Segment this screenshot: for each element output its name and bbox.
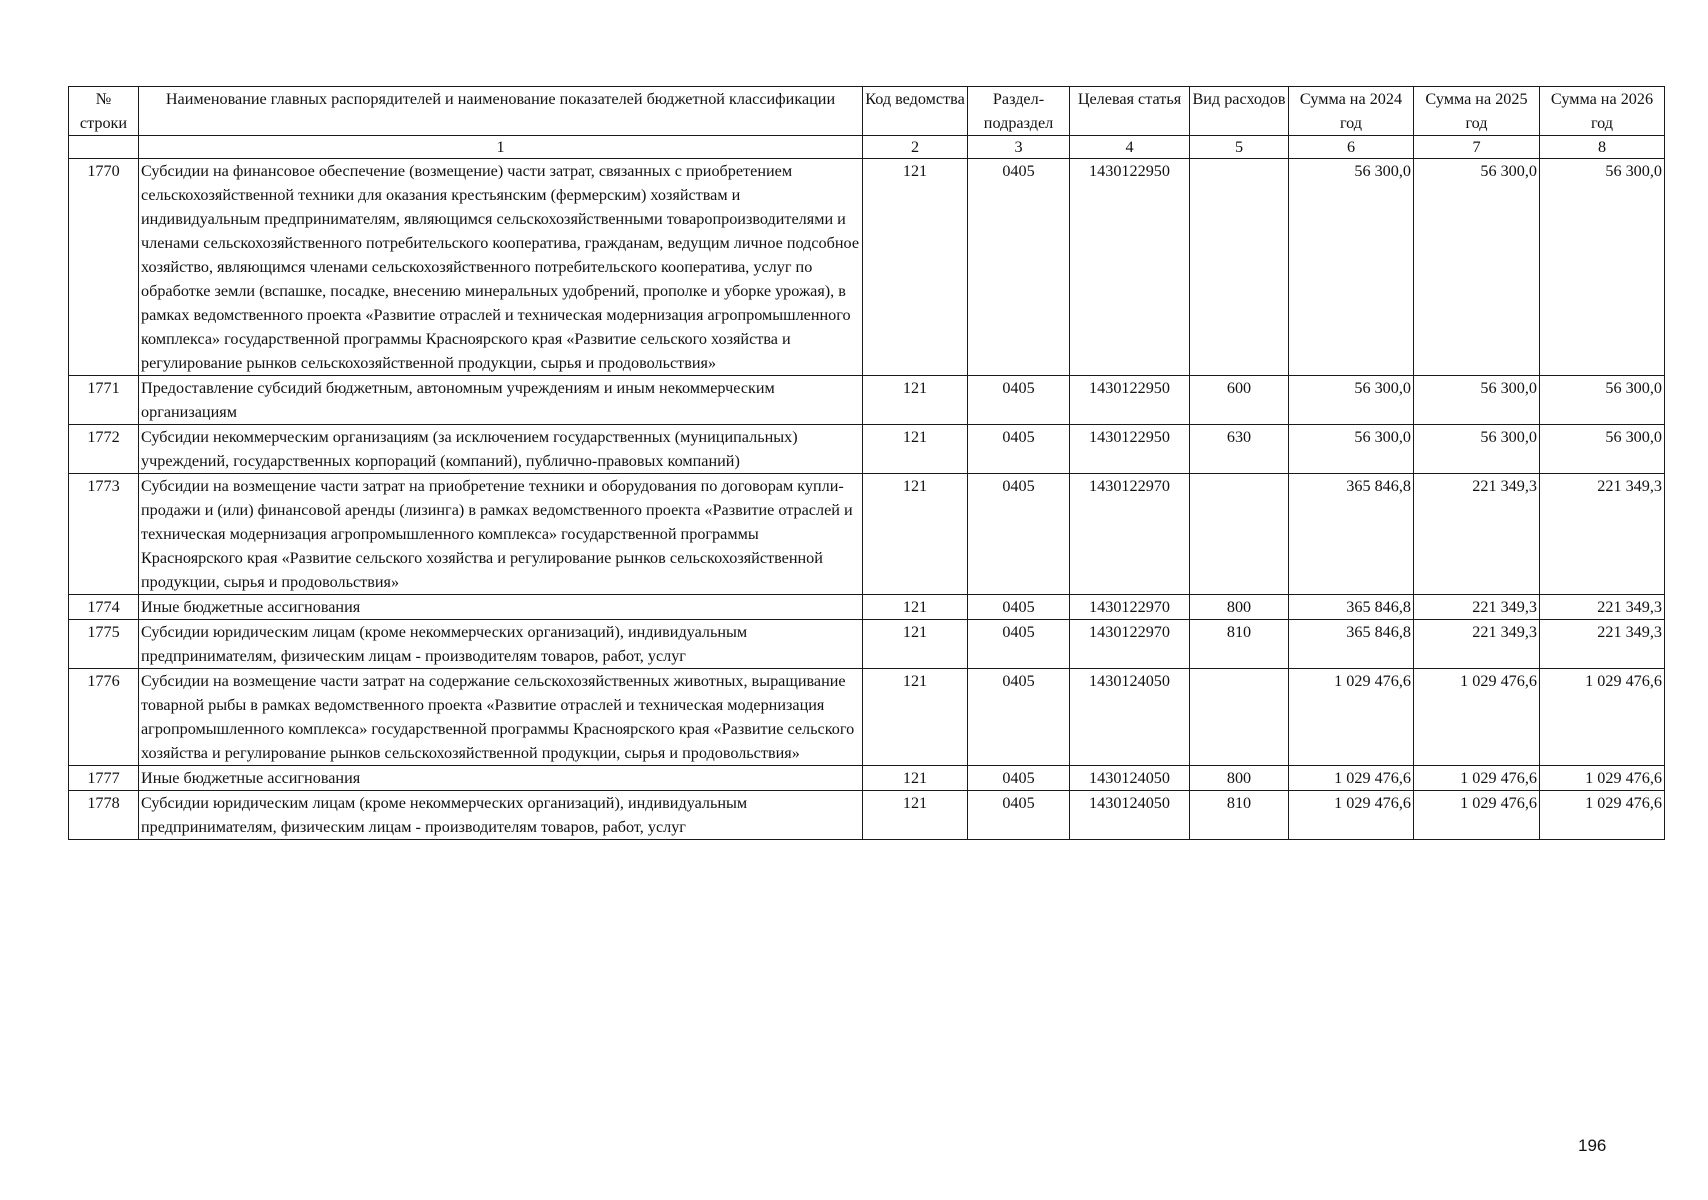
row-name: Субсидии на финансовое обеспечение (возмещение) части затрат, связанных с приобретением сельскохозяйственной техники для оказания крестьянским (фермерским) хозяйствам и индивидуальным предпринимателям, являющимся сельскохозяйственными товаропроизводителями и членами сельскохозяйственного потребительского кооператива, гражданам, ведущим личное подсобное хозяйство, являющимся членами сельскохозяйственного потребительского кооператива, услуг по обработке земли (вспашке, посадке, внесению минеральных удобрений, прополке и уборке урожая), в рамках ведомственного проекта «Развитие отраслей и техническая модернизация агропромышленного комплекса» государственной программы Красноярского края «Развитие сельского хозяйства и регулирование рынков сельскохозяйственной продукции, сырья и продовольствия» bbox=[139, 159, 863, 376]
row-number: 1777 bbox=[69, 766, 139, 791]
row-name: Субсидии юридическим лицам (кроме некоммерческих организаций), индивидуальным предпринимателям, физическим лицам - производителям товаров, работ, услуг bbox=[139, 620, 863, 669]
row-name: Субсидии некоммерческим организациям (за исключением государственных (муниципальных) учреждений, государственных корпораций (компаний), публично-правовых компаний) bbox=[139, 425, 863, 474]
row-razd: 0405 bbox=[968, 425, 1070, 474]
row-ved: 121 bbox=[863, 376, 968, 425]
row-sum-2025: 1 029 476,6 bbox=[1414, 766, 1540, 791]
row-number: 1772 bbox=[69, 425, 139, 474]
table-row bbox=[69, 595, 1665, 620]
row-cel: 1430122970 bbox=[1070, 474, 1190, 595]
column-number: 1 bbox=[139, 136, 863, 159]
header-sum-2026: Сумма на 2026 год bbox=[1540, 87, 1665, 136]
row-sum-2026: 1 029 476,6 bbox=[1540, 766, 1665, 791]
page-number: 196 bbox=[1578, 1136, 1607, 1155]
row-number: 1776 bbox=[69, 669, 139, 766]
row-sum-2026: 56 300,0 bbox=[1540, 376, 1665, 425]
column-number: 2 bbox=[863, 136, 968, 159]
row-sum-2024: 1 029 476,6 bbox=[1289, 766, 1414, 791]
row-sum-2026: 221 349,3 bbox=[1540, 595, 1665, 620]
row-vid: 800 bbox=[1190, 766, 1289, 791]
row-sum-2025: 56 300,0 bbox=[1414, 159, 1540, 376]
header-ved: Код ведомства bbox=[863, 87, 968, 136]
header-vid: Вид расходов bbox=[1190, 87, 1289, 136]
row-ved: 121 bbox=[863, 595, 968, 620]
row-name: Иные бюджетные ассигнования bbox=[139, 766, 863, 791]
row-sum-2024: 365 846,8 bbox=[1289, 620, 1414, 669]
row-vid: 810 bbox=[1190, 791, 1289, 840]
row-sum-2024: 365 846,8 bbox=[1289, 474, 1414, 595]
row-sum-2026: 1 029 476,6 bbox=[1540, 791, 1665, 840]
row-sum-2025: 1 029 476,6 bbox=[1414, 669, 1540, 766]
row-ved: 121 bbox=[863, 620, 968, 669]
row-number: 1773 bbox=[69, 474, 139, 595]
table-row bbox=[69, 766, 1665, 791]
header-sum-2024: Сумма на 2024 год bbox=[1289, 87, 1414, 136]
column-number-row bbox=[69, 136, 1665, 159]
row-ved: 121 bbox=[863, 791, 968, 840]
row-number: 1770 bbox=[69, 159, 139, 376]
row-ved: 121 bbox=[863, 474, 968, 595]
row-razd: 0405 bbox=[968, 669, 1070, 766]
table-row bbox=[69, 425, 1665, 474]
row-sum-2024: 1 029 476,6 bbox=[1289, 669, 1414, 766]
row-razd: 0405 bbox=[968, 474, 1070, 595]
row-name: Субсидии юридическим лицам (кроме некоммерческих организаций), индивидуальным предпринимателям, физическим лицам - производителям товаров, работ, услуг bbox=[139, 791, 863, 840]
row-ved: 121 bbox=[863, 425, 968, 474]
row-vid bbox=[1190, 474, 1289, 595]
row-razd: 0405 bbox=[968, 791, 1070, 840]
row-sum-2026: 1 029 476,6 bbox=[1540, 669, 1665, 766]
column-number: 7 bbox=[1414, 136, 1540, 159]
row-name: Субсидии на возмещение части затрат на приобретение техники и оборудования по договорам купли-продажи и (или) финансовой аренды (лизинга) в рамках ведомственного проекта «Развитие отраслей и техническая модернизация агропромышленного комплекса» государственной программы Красноярского края «Развитие сельского хозяйства и регулирование рынков сельскохозяйственной продукции, сырья и продовольствия» bbox=[139, 474, 863, 595]
column-number: 5 bbox=[1190, 136, 1289, 159]
row-name: Предоставление субсидий бюджетным, автономным учреждениям и иным некоммерческим организациям bbox=[139, 376, 863, 425]
row-vid bbox=[1190, 159, 1289, 376]
row-razd: 0405 bbox=[968, 159, 1070, 376]
table-row bbox=[69, 620, 1665, 669]
column-number bbox=[69, 136, 139, 159]
row-name: Субсидии на возмещение части затрат на содержание сельскохозяйственных животных, выращивание товарной рыбы в рамках ведомственного проекта «Развитие отраслей и техническая модернизация агропромышленного комплекса» государственной программы Красноярского края «Развитие сельского хозяйства и регулирование рынков сельскохозяйственной продукции, сырья и продовольствия» bbox=[139, 669, 863, 766]
row-sum-2025: 56 300,0 bbox=[1414, 376, 1540, 425]
row-cel: 1430122950 bbox=[1070, 425, 1190, 474]
row-sum-2025: 221 349,3 bbox=[1414, 620, 1540, 669]
row-vid bbox=[1190, 669, 1289, 766]
row-ved: 121 bbox=[863, 669, 968, 766]
row-number: 1771 bbox=[69, 376, 139, 425]
row-sum-2024: 365 846,8 bbox=[1289, 595, 1414, 620]
column-number: 4 bbox=[1070, 136, 1190, 159]
row-sum-2024: 56 300,0 bbox=[1289, 376, 1414, 425]
table-row bbox=[69, 791, 1665, 840]
row-sum-2026: 221 349,3 bbox=[1540, 620, 1665, 669]
header-razd: Раздел-подраздел bbox=[968, 87, 1070, 136]
table-header bbox=[69, 87, 1665, 159]
row-sum-2026: 56 300,0 bbox=[1540, 425, 1665, 474]
budget-table bbox=[68, 86, 1665, 840]
row-cel: 1430124050 bbox=[1070, 669, 1190, 766]
column-number: 8 bbox=[1540, 136, 1665, 159]
row-sum-2026: 56 300,0 bbox=[1540, 159, 1665, 376]
row-number: 1775 bbox=[69, 620, 139, 669]
table-body bbox=[69, 159, 1665, 840]
row-name: Иные бюджетные ассигнования bbox=[139, 595, 863, 620]
row-vid: 810 bbox=[1190, 620, 1289, 669]
row-razd: 0405 bbox=[968, 620, 1070, 669]
row-cel: 1430124050 bbox=[1070, 766, 1190, 791]
row-cel: 1430124050 bbox=[1070, 791, 1190, 840]
row-razd: 0405 bbox=[968, 766, 1070, 791]
row-vid: 800 bbox=[1190, 595, 1289, 620]
row-sum-2024: 1 029 476,6 bbox=[1289, 791, 1414, 840]
row-sum-2025: 221 349,3 bbox=[1414, 474, 1540, 595]
row-sum-2026: 221 349,3 bbox=[1540, 474, 1665, 595]
table-row bbox=[69, 669, 1665, 766]
row-sum-2024: 56 300,0 bbox=[1289, 159, 1414, 376]
row-sum-2025: 221 349,3 bbox=[1414, 595, 1540, 620]
row-vid: 600 bbox=[1190, 376, 1289, 425]
row-razd: 0405 bbox=[968, 376, 1070, 425]
row-number: 1774 bbox=[69, 595, 139, 620]
table-row bbox=[69, 159, 1665, 376]
row-cel: 1430122970 bbox=[1070, 595, 1190, 620]
row-cel: 1430122950 bbox=[1070, 159, 1190, 376]
row-sum-2025: 1 029 476,6 bbox=[1414, 791, 1540, 840]
header-sum-2025: Сумма на 2025 год bbox=[1414, 87, 1540, 136]
row-ved: 121 bbox=[863, 766, 968, 791]
header-name: Наименование главных распорядителей и наименование показателей бюджетной классификации bbox=[139, 87, 863, 136]
row-vid: 630 bbox=[1190, 425, 1289, 474]
column-number: 3 bbox=[968, 136, 1070, 159]
header-cel: Целевая статья bbox=[1070, 87, 1190, 136]
budget-table-container bbox=[68, 86, 1664, 840]
table-row bbox=[69, 474, 1665, 595]
row-cel: 1430122950 bbox=[1070, 376, 1190, 425]
row-cel: 1430122970 bbox=[1070, 620, 1190, 669]
header-row bbox=[69, 87, 1665, 136]
column-number: 6 bbox=[1289, 136, 1414, 159]
row-razd: 0405 bbox=[968, 595, 1070, 620]
row-sum-2025: 56 300,0 bbox=[1414, 425, 1540, 474]
row-ved: 121 bbox=[863, 159, 968, 376]
table-row bbox=[69, 376, 1665, 425]
row-number: 1778 bbox=[69, 791, 139, 840]
row-sum-2024: 56 300,0 bbox=[1289, 425, 1414, 474]
header-row-number: № строки bbox=[69, 87, 139, 136]
